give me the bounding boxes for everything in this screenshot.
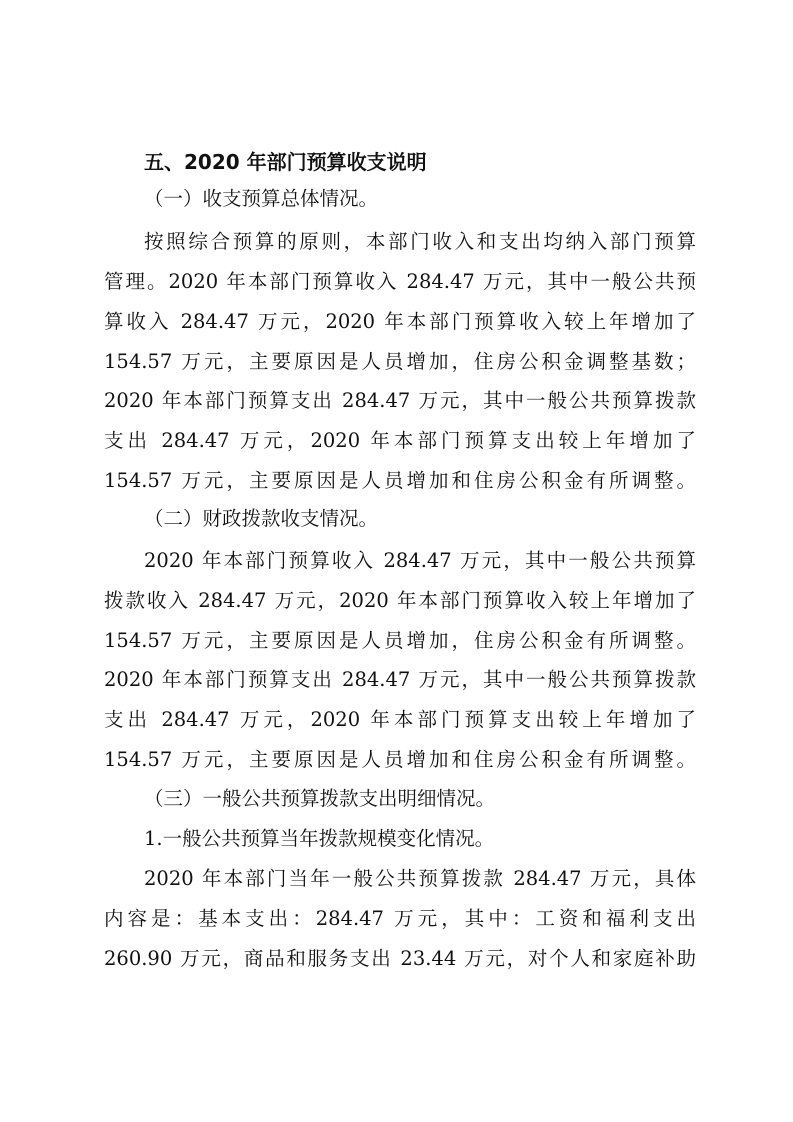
paragraph-line: 按照综合预算的原则，本部门收入和支出均纳入部门预算 — [144, 230, 696, 253]
paragraph-line: 支出 284.47 万元，2020 年本部门预算支出较上年增加了 — [104, 429, 696, 452]
section-title: 五、2020 年部门预算收支说明 — [144, 150, 427, 174]
paragraph-line: 2020 年本部门预算支出 284.47 万元，其中一般公共预算拨款 — [104, 668, 696, 691]
subsection-title-2: （二）财政拨款收支情况。 — [144, 507, 379, 530]
paragraph-line: 支出 284.47 万元，2020 年本部门预算支出较上年增加了 — [104, 708, 696, 731]
subsection-title-3: （三）一般公共预算拨款支出明细情况。 — [144, 787, 496, 810]
paragraph-line: 2020 年本部门预算支出 284.47 万元，其中一般公共预算拨款 — [104, 389, 696, 412]
paragraph-line: 2020 年本部门当年一般公共预算拨款 284.47 万元，具体 — [144, 867, 696, 890]
paragraph-line: 管理。2020 年本部门预算收入 284.47 万元，其中一般公共预 — [104, 270, 696, 293]
paragraph-line: 154.57 万元，主要原因是人员增加，住房公积金调整基数； — [104, 350, 696, 373]
paragraph-line: 拨款收入 284.47 万元，2020 年本部门预算收入较上年增加了 — [104, 589, 696, 612]
paragraph-line: 154.57 万元，主要原因是人员增加和住房公积金有所调整。 — [104, 469, 696, 492]
paragraph-line: 内容是：基本支出：284.47 万元，其中：工资和福利支出 — [104, 907, 696, 930]
paragraph-line: 154.57 万元，主要原因是人员增加，住房公积金有所调整。 — [104, 629, 696, 652]
paragraph-line: 154.57 万元，主要原因是人员增加和住房公积金有所调整。 — [104, 748, 696, 771]
subsection-title-1: （一）收支预算总体情况。 — [144, 187, 379, 210]
paragraph-line: 算收入 284.47 万元，2020 年本部门预算收入较上年增加了 — [104, 310, 696, 333]
paragraph-line: 2020 年本部门预算收入 284.47 万元，其中一般公共预算 — [144, 549, 696, 572]
item-title-1: 1.一般公共预算当年拨款规模变化情况。 — [144, 827, 495, 850]
paragraph-line: 260.90 万元，商品和服务支出 23.44 万元，对个人和家庭补助 — [104, 947, 696, 970]
